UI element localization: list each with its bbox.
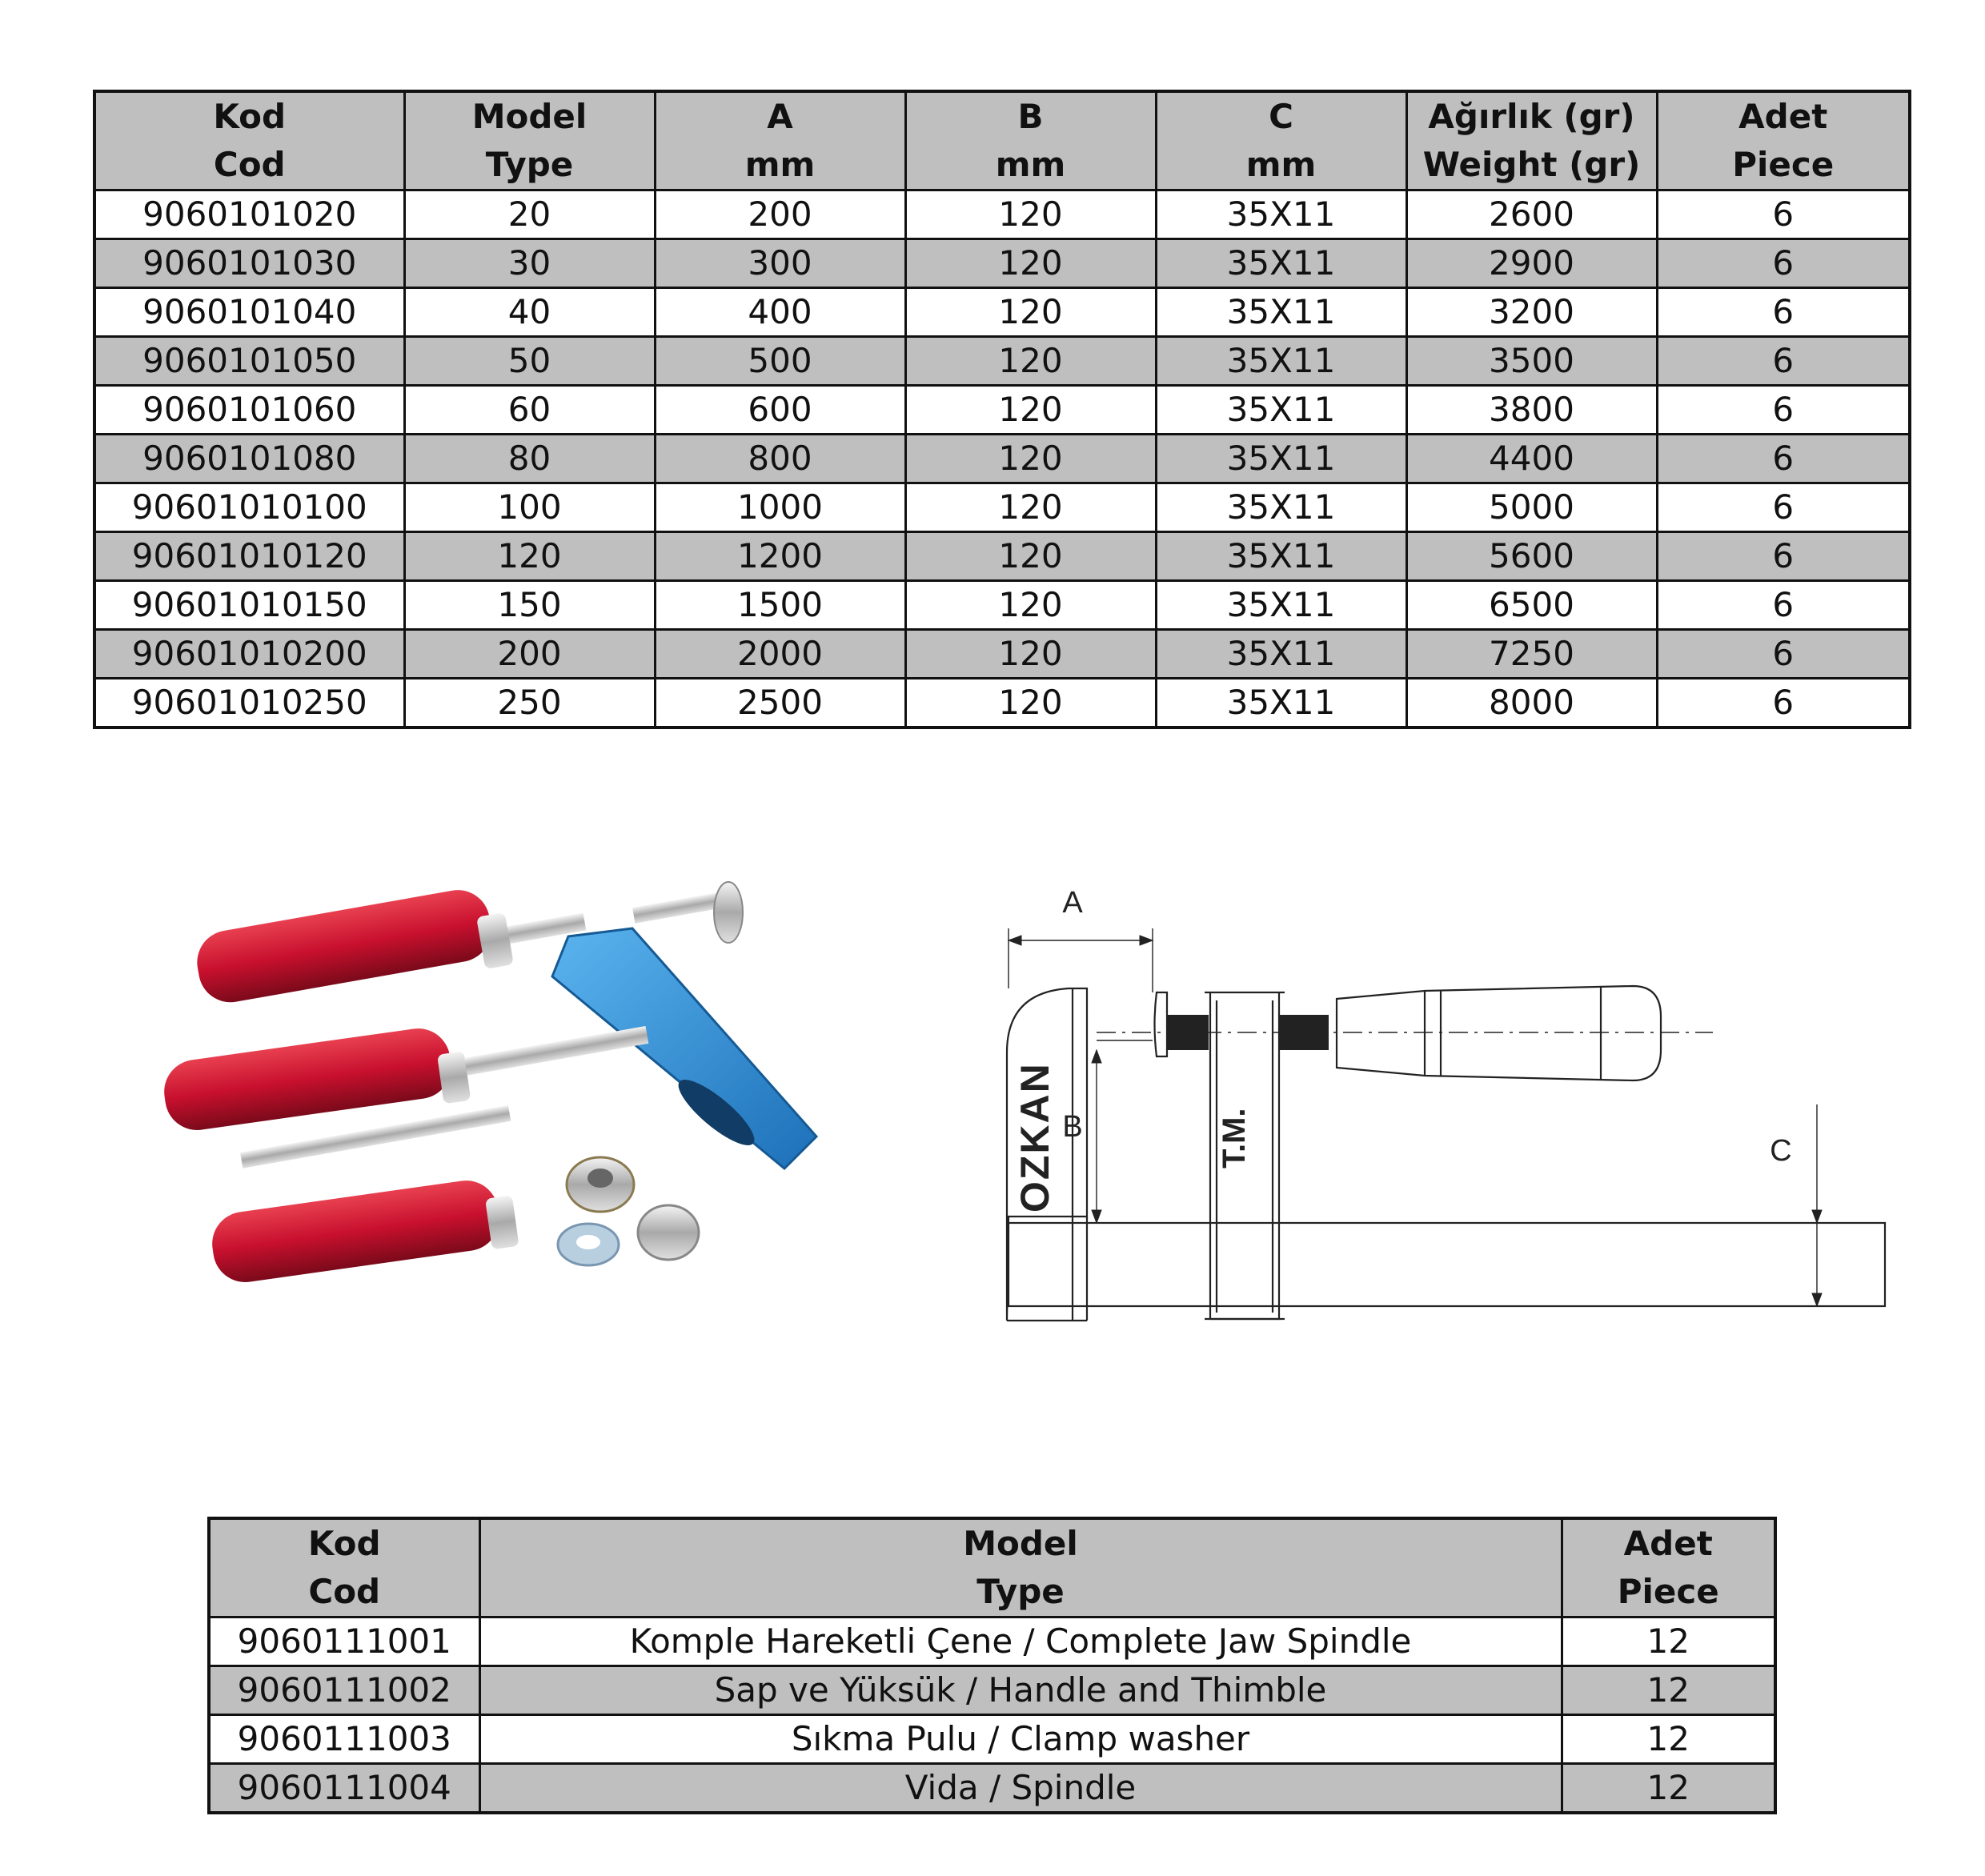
spec-header-en: mm (1245, 145, 1317, 184)
spec-cell: 6 (1657, 435, 1910, 483)
spec-header-en: mm (744, 145, 816, 184)
table-row (94, 581, 1910, 630)
spec-cell: 200 (404, 630, 655, 679)
parts-cell: Sıkma Pulu / Clamp washer (479, 1715, 1562, 1764)
spec-header-cell (1156, 91, 1406, 190)
spec-cell: 35X11 (1156, 288, 1406, 337)
handle (1337, 986, 1661, 1080)
spec-header-tr: Model (471, 97, 587, 136)
spec-cell: 6 (1657, 679, 1910, 728)
handle-3 (208, 1177, 519, 1286)
spec-cell: 6 (1657, 386, 1910, 435)
spec-header-en: mm (995, 145, 1066, 184)
spec-cell: 6 (1657, 581, 1910, 630)
spec-cell: 90601010100 (94, 483, 404, 532)
spec-cell: 5000 (1406, 483, 1657, 532)
parts-cell: Komple Hareketli Çene / Complete Jaw Spindle (479, 1617, 1562, 1666)
parts-header-cell (479, 1518, 1562, 1617)
table-row (209, 1715, 1775, 1764)
table-row (94, 337, 1910, 386)
spec-header-en: Weight (gr) (1422, 145, 1641, 184)
spec-cell: 120 (404, 532, 655, 581)
parts-header-tr: Kod (307, 1524, 381, 1563)
spec-cell: 6 (1657, 337, 1910, 386)
washers (558, 1157, 699, 1265)
spec-header-tr: Kod (213, 97, 287, 136)
spec-cell: 35X11 (1156, 435, 1406, 483)
spec-cell: 150 (404, 581, 655, 630)
parts-cell: Vida / Spindle (479, 1764, 1562, 1814)
spec-cell: 7250 (1406, 630, 1657, 679)
spec-cell: 120 (905, 483, 1156, 532)
spec-header-tr: C (1269, 97, 1293, 136)
spec-header-cell (655, 91, 905, 190)
spec-cell: 35X11 (1156, 532, 1406, 581)
parts-header-en: Cod (308, 1572, 381, 1611)
spec-cell: 50 (404, 337, 655, 386)
spec-cell: 120 (905, 288, 1156, 337)
spec-table (93, 90, 1911, 729)
parts-cell: 12 (1562, 1715, 1775, 1764)
spec-cell: 120 (905, 337, 1156, 386)
spec-cell: 9060101060 (94, 386, 404, 435)
spec-cell: 80 (404, 435, 655, 483)
table-row (94, 239, 1910, 288)
spec-cell: 30 (404, 239, 655, 288)
table-row (94, 630, 1910, 679)
spec-cell: 40 (404, 288, 655, 337)
spec-cell: 90601010200 (94, 630, 404, 679)
parts-cell: 12 (1562, 1764, 1775, 1814)
parts-header-tr: Model (963, 1524, 1078, 1563)
spec-cell: 35X11 (1156, 337, 1406, 386)
spec-cell: 6 (1657, 239, 1910, 288)
parts-cell: Sap ve Yüksük / Handle and Thimble (479, 1666, 1562, 1715)
parts-header-row (209, 1518, 1775, 1617)
dim-a-label: A (1062, 886, 1083, 920)
parts-header-tr: Adet (1623, 1524, 1713, 1563)
spec-cell: 6 (1657, 483, 1910, 532)
spec-header-cell (1657, 91, 1910, 190)
parts-cell: 12 (1562, 1666, 1775, 1715)
table-row (209, 1617, 1775, 1666)
spec-header-cell (1406, 91, 1657, 190)
spec-cell: 35X11 (1156, 483, 1406, 532)
clamp-drawing (912, 840, 1945, 1353)
spec-header-cell (94, 91, 404, 190)
spec-cell: 1000 (655, 483, 905, 532)
table-row (209, 1666, 1775, 1715)
spec-cell: 600 (655, 386, 905, 435)
spec-cell: 3200 (1406, 288, 1657, 337)
parts-header-cell (1562, 1518, 1775, 1617)
parts-header-en: Piece (1617, 1572, 1719, 1611)
spec-cell: 250 (404, 679, 655, 728)
spec-cell: 120 (905, 239, 1156, 288)
handle-1 (192, 885, 514, 1008)
parts-cell: 9060111001 (209, 1617, 479, 1666)
table-row (209, 1764, 1775, 1814)
product-photo (120, 880, 840, 1329)
spec-header-tr: A (767, 97, 793, 136)
spec-table-body (94, 190, 1910, 728)
spec-cell: 90601010150 (94, 581, 404, 630)
spec-cell: 1200 (655, 532, 905, 581)
spec-cell: 35X11 (1156, 581, 1406, 630)
dim-c-label: C (1770, 1134, 1792, 1168)
clamp-bar (1009, 1223, 1885, 1306)
parts-header-en: Type (976, 1572, 1065, 1611)
spec-cell: 400 (655, 288, 905, 337)
spec-cell: 6 (1657, 288, 1910, 337)
spec-header-cell (905, 91, 1156, 190)
spec-cell: 35X11 (1156, 190, 1406, 239)
parts-cell: 12 (1562, 1617, 1775, 1666)
parts-cell: 9060111003 (209, 1715, 479, 1764)
spec-cell: 8000 (1406, 679, 1657, 728)
spec-cell: 120 (905, 386, 1156, 435)
dim-b-label: B (1062, 1110, 1083, 1144)
spec-cell: 3800 (1406, 386, 1657, 435)
spec-cell: 120 (905, 581, 1156, 630)
parts-cell: 9060111002 (209, 1666, 479, 1715)
spec-cell: 120 (905, 630, 1156, 679)
spec-header-tr: B (1017, 97, 1044, 136)
spec-cell: 120 (905, 532, 1156, 581)
spec-cell: 120 (905, 190, 1156, 239)
spec-cell: 90601010250 (94, 679, 404, 728)
spec-header-en: Cod (213, 145, 286, 184)
table-row (94, 435, 1910, 483)
spec-cell: 9060101080 (94, 435, 404, 483)
jaw-mark: T.M. (1217, 1108, 1252, 1168)
table-row (94, 288, 1910, 337)
spec-cell: 9060101030 (94, 239, 404, 288)
spec-cell: 9060101040 (94, 288, 404, 337)
spec-cell: 2900 (1406, 239, 1657, 288)
spec-cell: 500 (655, 337, 905, 386)
spec-cell: 60 (404, 386, 655, 435)
spec-header-en: Type (485, 145, 574, 184)
spec-cell: 9060101050 (94, 337, 404, 386)
table-row (94, 532, 1910, 581)
spec-cell: 6 (1657, 630, 1910, 679)
spec-cell: 6 (1657, 532, 1910, 581)
spec-cell: 2000 (655, 630, 905, 679)
parts-cell: 9060111004 (209, 1764, 479, 1814)
parts-table (207, 1517, 1777, 1814)
spec-cell: 800 (655, 435, 905, 483)
spec-cell: 300 (655, 239, 905, 288)
spec-cell: 2600 (1406, 190, 1657, 239)
spec-cell: 120 (905, 679, 1156, 728)
table-row (94, 190, 1910, 239)
spec-cell: 35X11 (1156, 386, 1406, 435)
spec-cell: 6 (1657, 190, 1910, 239)
spec-header-tr: Ağırlık (gr) (1428, 97, 1635, 136)
spec-cell: 120 (905, 435, 1156, 483)
spec-cell: 100 (404, 483, 655, 532)
parts-table-body (209, 1617, 1775, 1814)
spec-cell: 9060101020 (94, 190, 404, 239)
spec-cell: 3500 (1406, 337, 1657, 386)
table-row (94, 386, 1910, 435)
spec-cell: 2500 (655, 679, 905, 728)
table-row (94, 483, 1910, 532)
spec-cell: 35X11 (1156, 630, 1406, 679)
spec-cell: 200 (655, 190, 905, 239)
spec-header-tr: Adet (1738, 97, 1828, 136)
brand-mark: OZKAN (1013, 1062, 1057, 1213)
spec-cell: 20 (404, 190, 655, 239)
table-row (94, 679, 1910, 728)
parts-header-cell (209, 1518, 479, 1617)
spec-cell: 1500 (655, 581, 905, 630)
spec-cell: 90601010120 (94, 532, 404, 581)
spec-header-row (94, 91, 1910, 190)
spec-cell: 35X11 (1156, 239, 1406, 288)
pressure-pad (1155, 992, 1168, 1056)
spec-cell: 35X11 (1156, 679, 1406, 728)
spec-header-cell (404, 91, 655, 190)
spec-header-en: Piece (1732, 145, 1835, 184)
spec-cell: 6500 (1406, 581, 1657, 630)
spec-cell: 4400 (1406, 435, 1657, 483)
spec-cell: 5600 (1406, 532, 1657, 581)
handle-2 (160, 1024, 648, 1134)
